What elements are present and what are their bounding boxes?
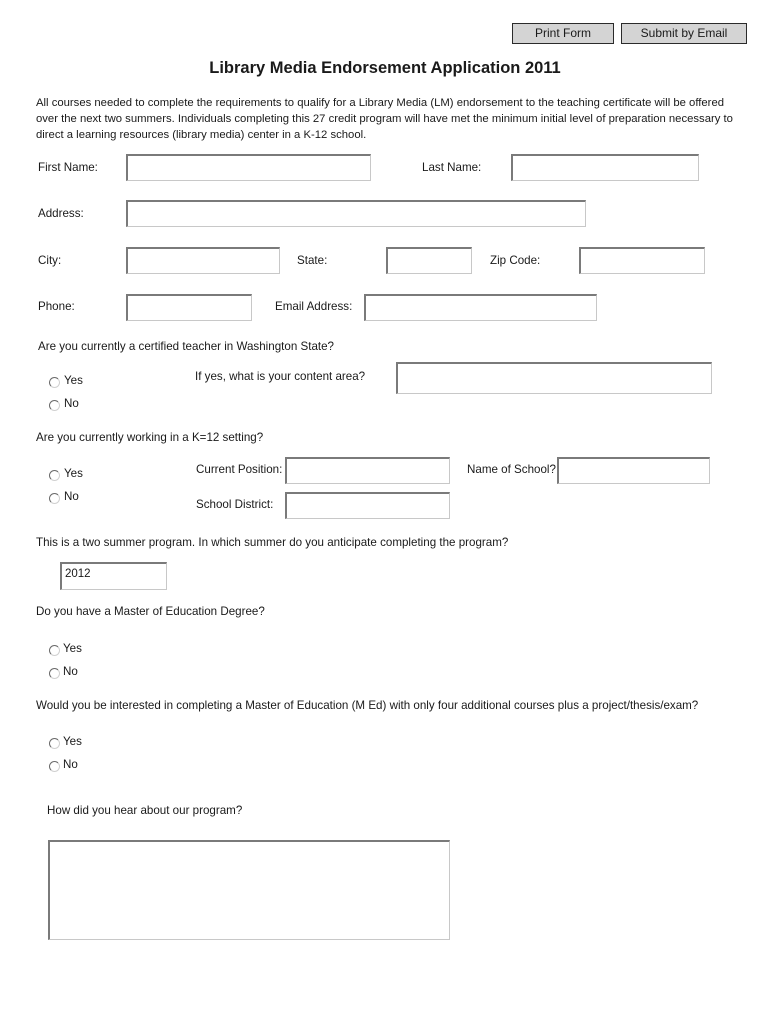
current-position-input[interactable] — [285, 457, 450, 484]
intro-paragraph: All courses needed to complete the requirements to qualify for a Library Media (LM) endorsement to the teaching certificate will be offered over the next two summers. Individuals completing this 27 credit program will have met the minimum initial level of preparation necessary to direct a learning resources (library media) center in a K-12 school. — [36, 97, 733, 141]
med-no-label: No — [63, 665, 78, 678]
certified-question: Are you currently a certified teacher in Washington State? — [38, 340, 335, 353]
interest-no-radio[interactable] — [49, 761, 60, 772]
summer-input[interactable]: 2012 — [60, 562, 167, 590]
certified-no-radio[interactable] — [49, 400, 60, 411]
k12-yes-radio[interactable] — [49, 470, 60, 481]
state-label: State: — [297, 254, 328, 267]
phone-input[interactable] — [126, 294, 252, 321]
interest-yes-label: Yes — [63, 735, 82, 748]
hear-textarea[interactable] — [48, 840, 450, 940]
last-name-input[interactable] — [511, 154, 699, 181]
k12-no-radio[interactable] — [49, 493, 60, 504]
zip-label: Zip Code: — [490, 254, 541, 267]
content-area-input[interactable] — [396, 362, 712, 394]
interest-no-label: No — [63, 758, 78, 771]
hear-question: How did you hear about our program? — [47, 804, 243, 817]
first-name-input[interactable] — [126, 154, 371, 181]
school-district-label: School District: — [196, 498, 274, 511]
med-yes-radio[interactable] — [49, 645, 60, 656]
school-name-input[interactable] — [557, 457, 710, 484]
first-name-label: First Name: — [38, 161, 98, 174]
email-label: Email Address: — [275, 300, 353, 313]
school-district-input[interactable] — [285, 492, 450, 519]
page-title: Library Media Endorsement Application 2011 — [209, 59, 561, 77]
school-name-label: Name of School? — [467, 463, 556, 476]
k12-no-label: No — [64, 490, 79, 503]
submit-by-email-button[interactable]: Submit by Email — [621, 23, 747, 44]
summer-question: This is a two summer program. In which summer do you anticipate completing the program? — [36, 536, 509, 549]
city-input[interactable] — [126, 247, 280, 274]
interest-yes-radio[interactable] — [49, 738, 60, 749]
zip-input[interactable] — [579, 247, 705, 274]
print-form-button[interactable]: Print Form — [512, 23, 614, 44]
phone-label: Phone: — [38, 300, 75, 313]
k12-question: Are you currently working in a K=12 setting? — [36, 431, 264, 444]
address-input[interactable] — [126, 200, 586, 227]
content-area-label: If yes, what is your content area? — [195, 370, 366, 383]
current-position-label: Current Position: — [196, 463, 283, 476]
k12-yes-label: Yes — [64, 467, 83, 480]
city-label: City: — [38, 254, 62, 267]
certified-yes-label: Yes — [64, 374, 83, 387]
email-input[interactable] — [364, 294, 597, 321]
certified-yes-radio[interactable] — [49, 377, 60, 388]
last-name-label: Last Name: — [422, 161, 482, 174]
certified-no-label: No — [64, 397, 79, 410]
interest-question: Would you be interested in completing a Master of Education (M Ed) with only four additional courses plus a project/thesis/exam? — [36, 699, 699, 712]
address-label: Address: — [38, 207, 84, 220]
med-question: Do you have a Master of Education Degree? — [36, 605, 265, 618]
med-no-radio[interactable] — [49, 668, 60, 679]
state-input[interactable] — [386, 247, 472, 274]
med-yes-label: Yes — [63, 642, 82, 655]
